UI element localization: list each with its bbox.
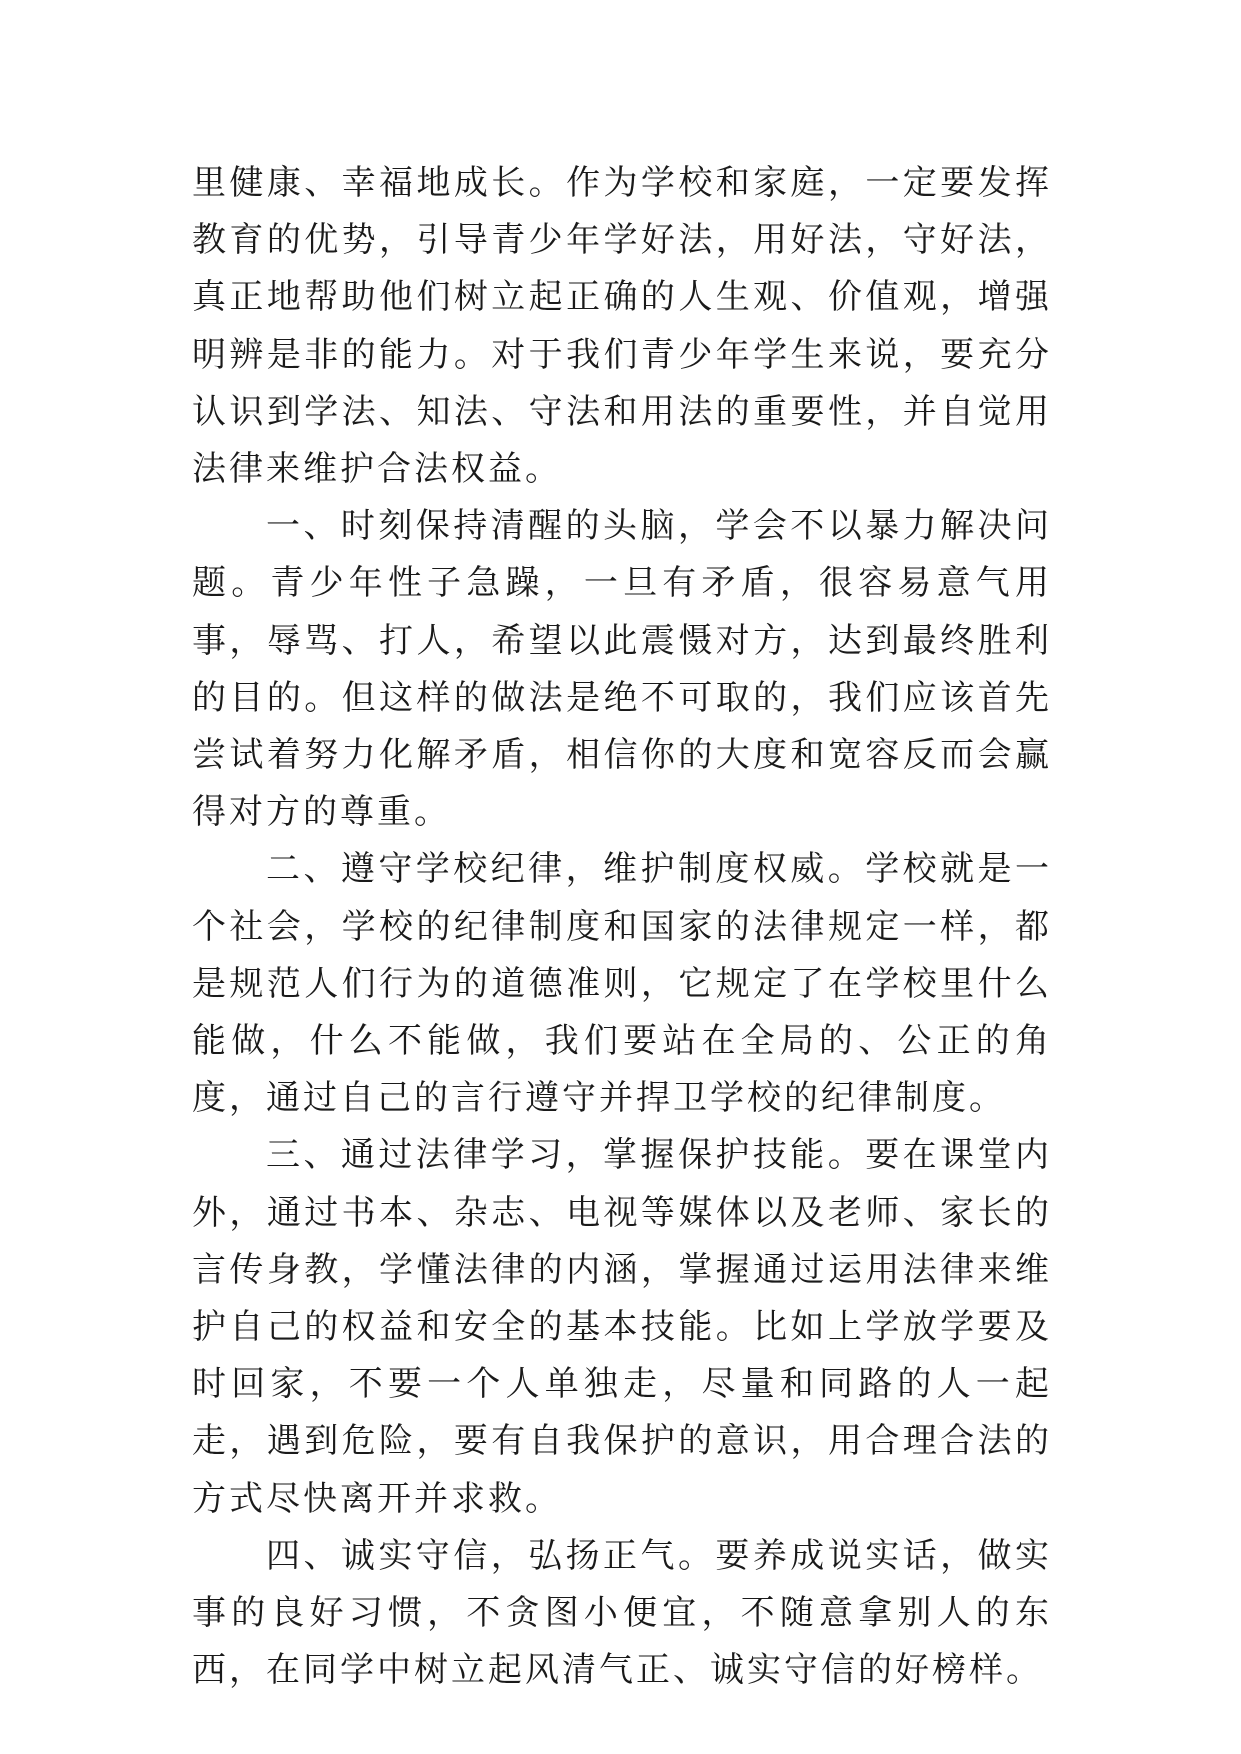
paragraph-point-1: 一、时刻保持清醒的头脑，学会不以暴力解决问题。青少年性子急躁，一旦有矛盾，很容易意气用事，辱骂、打人，希望以此震慑对方，达到最终胜利的目的。但这样的做法是绝不可取的，我们应该首先尝试着努力化解矛盾，相信你的大度和宽容反而会赢得对方的尊重。 [192,506,1052,833]
document-body [192,155,1052,1699]
paragraph-point-4: 四、诚实守信，弘扬正气。要养成说实话，做实事的良好习惯，不贪图小便宜，不随意拿别人的东西，在同学中树立起风清气正、诚实守信的好榜样。 [192,1535,1052,1691]
paragraph-point-3: 三、通过法律学习，掌握保护技能。要在课堂内外，通过书本、杂志、电视等媒体以及老师、家长的言传身教，学懂法律的内涵，掌握通过运用法律来维护自己的权益和安全的基本技能。比如上学放学要及时回家，不要一个人单独走，尽量和同路的人一起走，遇到危险，要有自我保护的意识，用合理合法的方式尽快离开并求救。 [192,1135,1052,1519]
paragraph-point-2: 二、遵守学校纪律，维护制度权威。学校就是一个社会，学校的纪律制度和国家的法律规定一样，都是规范人们行为的道德准则，它规定了在学校里什么能做，什么不能做，我们要站在全局的、公正的角度，通过自己的言行遵守并捍卫学校的纪律制度。 [192,849,1052,1119]
paragraph-continuation: 里健康、幸福地成长。作为学校和家庭，一定要发挥教育的优势，引导青少年学好法，用好法，守好法，真正地帮助他们树立起正确的人生观、价值观，增强明辨是非的能力。对于我们青少年学生来说，要充分认识到学法、知法、守法和用法的重要性，并自觉用法律来维护合法权益。 [192,163,1052,490]
